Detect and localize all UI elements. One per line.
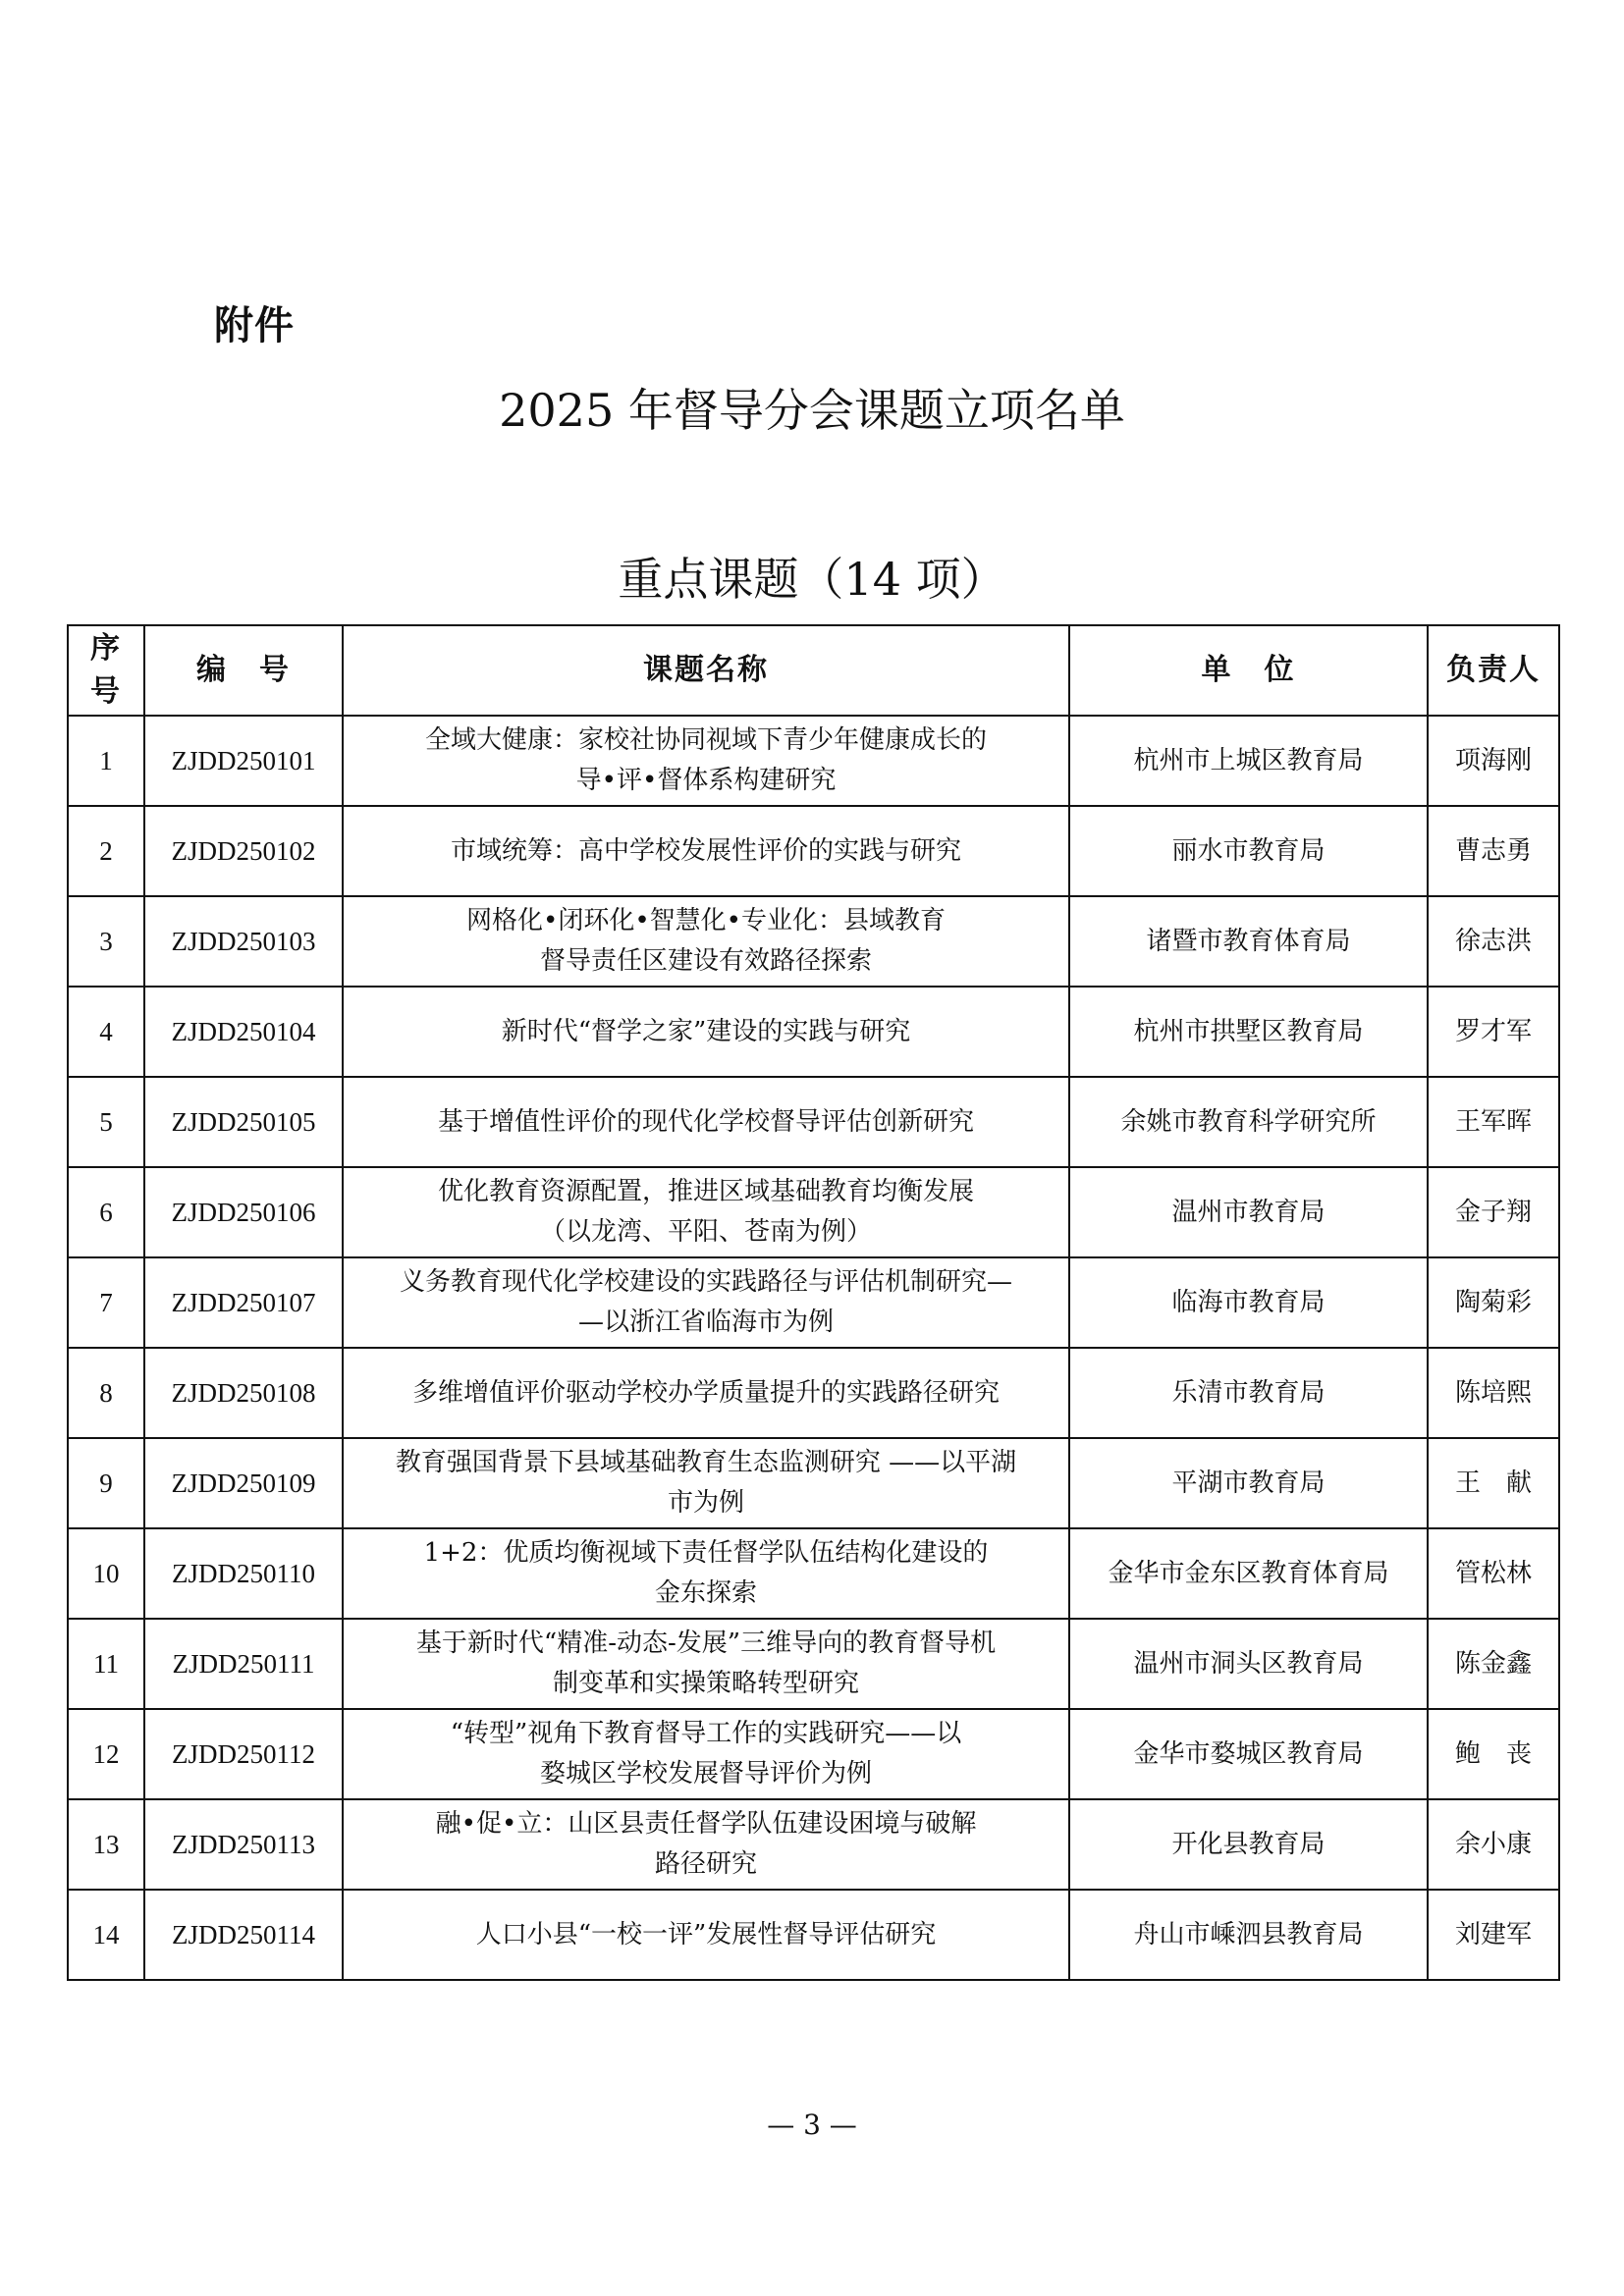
row-title <box>343 716 1069 806</box>
row-title-line: 导•评•督体系构建研究 <box>575 766 837 795</box>
row-title-line: 教育强国背景下县域基础教育生态监测研究 ——以平湖 <box>395 1448 1017 1477</box>
row-title-line: 人口小县“一校一评”发展性督导评估研究 <box>475 1919 937 1949</box>
row-title-line: 1+2：优质均衡视域下责任督学队伍结构化建设的 <box>423 1538 989 1568</box>
table-row <box>68 1438 1559 1528</box>
row-owner: 陈金鑫 <box>1428 1619 1559 1709</box>
row-owner: 曹志勇 <box>1428 806 1559 896</box>
row-unit: 开化县教育局 <box>1069 1799 1428 1890</box>
row-code: ZJDD250110 <box>144 1528 343 1619</box>
row-title <box>343 1438 1069 1528</box>
table-row <box>68 716 1559 806</box>
row-index: 6 <box>68 1167 144 1257</box>
row-title-line: 融•促•立：山区县责任督学队伍建设困境与破解 <box>435 1809 977 1839</box>
row-unit: 杭州市拱墅区教育局 <box>1069 987 1428 1077</box>
row-title <box>343 1709 1069 1799</box>
row-owner: 管松林 <box>1428 1528 1559 1619</box>
row-index: 8 <box>68 1348 144 1438</box>
row-code: ZJDD250103 <box>144 896 343 987</box>
table-row <box>68 1077 1559 1167</box>
row-owner: 项海刚 <box>1428 716 1559 806</box>
row-unit: 乐清市教育局 <box>1069 1348 1428 1438</box>
row-index: 9 <box>68 1438 144 1528</box>
row-index: 12 <box>68 1709 144 1799</box>
row-title <box>343 1890 1069 1980</box>
row-code: ZJDD250112 <box>144 1709 343 1799</box>
row-title-line: “转型”视角下教育督导工作的实践研究——以 <box>450 1719 962 1748</box>
row-title-line: 制变革和实操策略转型研究 <box>552 1669 859 1698</box>
row-index: 1 <box>68 716 144 806</box>
row-title-line: 路径研究 <box>654 1849 757 1879</box>
row-index: 13 <box>68 1799 144 1890</box>
table-row <box>68 1257 1559 1348</box>
row-title <box>343 1257 1069 1348</box>
row-unit: 杭州市上城区教育局 <box>1069 716 1428 806</box>
table-body <box>68 716 1559 1980</box>
row-code: ZJDD250102 <box>144 806 343 896</box>
row-title <box>343 1077 1069 1167</box>
table-row <box>68 1167 1559 1257</box>
row-code: ZJDD250113 <box>144 1799 343 1890</box>
row-code: ZJDD250111 <box>144 1619 343 1709</box>
row-code: ZJDD250104 <box>144 987 343 1077</box>
table-row <box>68 1619 1559 1709</box>
row-index: 5 <box>68 1077 144 1167</box>
row-title <box>343 1619 1069 1709</box>
row-index: 2 <box>68 806 144 896</box>
row-title <box>343 1167 1069 1257</box>
row-title-line: 全域大健康：家校社协同视域下青少年健康成长的 <box>424 725 987 755</box>
row-title-line: 督导责任区建设有效路径探索 <box>539 946 872 976</box>
row-index: 14 <box>68 1890 144 1980</box>
header-owner: 负责人 <box>1428 625 1559 716</box>
table-row <box>68 1709 1559 1799</box>
row-title-line: 婺城区学校发展督导评价为例 <box>539 1759 872 1789</box>
row-code: ZJDD250108 <box>144 1348 343 1438</box>
row-unit: 金华市婺城区教育局 <box>1069 1709 1428 1799</box>
row-index: 11 <box>68 1619 144 1709</box>
row-owner: 罗才军 <box>1428 987 1559 1077</box>
row-title-line: 市为例 <box>667 1488 744 1518</box>
header-title: 课题名称 <box>343 625 1069 716</box>
row-unit: 温州市洞头区教育局 <box>1069 1619 1428 1709</box>
row-owner: 刘建军 <box>1428 1890 1559 1980</box>
row-title-line: 基于新时代“精准-动态-发展”三维导向的教育督导机 <box>415 1629 997 1658</box>
header-code: 编 号 <box>144 625 343 716</box>
row-index: 4 <box>68 987 144 1077</box>
row-owner: 王 献 <box>1428 1438 1559 1528</box>
header-index: 序 号 <box>68 625 144 716</box>
table-header-row <box>68 625 1559 716</box>
row-title-line: 优化教育资源配置，推进区域基础教育均衡发展 <box>437 1177 974 1206</box>
row-index: 3 <box>68 896 144 987</box>
table-row <box>68 1528 1559 1619</box>
row-code: ZJDD250105 <box>144 1077 343 1167</box>
row-title-line: —以浙江省临海市为例 <box>577 1308 834 1337</box>
row-title-line: 新时代“督学之家”建设的实践与研究 <box>501 1016 911 1046</box>
row-title <box>343 896 1069 987</box>
row-title-line: 多维增值评价驱动学校办学质量提升的实践路径研究 <box>411 1377 1000 1408</box>
row-title-line: 金东探索 <box>654 1578 757 1608</box>
row-code: ZJDD250107 <box>144 1257 343 1348</box>
row-unit: 温州市教育局 <box>1069 1167 1428 1257</box>
row-title-line: 义务教育现代化学校建设的实践路径与评估机制研究— <box>399 1267 1012 1297</box>
project-table <box>67 624 1560 1981</box>
document-title: 2025 年督导分会课题立项名单 <box>499 384 1125 437</box>
row-unit: 临海市教育局 <box>1069 1257 1428 1348</box>
row-owner: 余小康 <box>1428 1799 1559 1890</box>
table-row <box>68 1799 1559 1890</box>
row-unit: 金华市金东区教育体育局 <box>1069 1528 1428 1619</box>
row-title <box>343 806 1069 896</box>
row-owner: 陈培熙 <box>1428 1348 1559 1438</box>
table-row <box>68 987 1559 1077</box>
row-owner: 鲍 丧 <box>1428 1709 1559 1799</box>
row-code: ZJDD250106 <box>144 1167 343 1257</box>
section-title: 重点课题（14 项） <box>618 553 1006 606</box>
row-code: ZJDD250114 <box>144 1890 343 1980</box>
row-title-line: （以龙湾、平阳、苍南为例） <box>539 1217 872 1247</box>
page-number: — 3 — <box>767 2109 857 2141</box>
row-title <box>343 987 1069 1077</box>
row-unit: 平湖市教育局 <box>1069 1438 1428 1528</box>
attachment-label: 附件 <box>214 303 295 348</box>
row-unit: 舟山市嵊泗县教育局 <box>1069 1890 1428 1980</box>
row-unit: 丽水市教育局 <box>1069 806 1428 896</box>
row-unit: 诸暨市教育体育局 <box>1069 896 1428 987</box>
row-owner: 金子翔 <box>1428 1167 1559 1257</box>
row-index: 7 <box>68 1257 144 1348</box>
table-row <box>68 806 1559 896</box>
table-row <box>68 1890 1559 1980</box>
row-title <box>343 1528 1069 1619</box>
row-title-line: 网格化•闭环化•智慧化•专业化：县域教育 <box>465 906 946 935</box>
table-row <box>68 896 1559 987</box>
row-title <box>343 1799 1069 1890</box>
row-owner: 徐志洪 <box>1428 896 1559 987</box>
row-title-line: 基于增值性评价的现代化学校督导评估创新研究 <box>437 1106 974 1137</box>
row-owner: 陶菊彩 <box>1428 1257 1559 1348</box>
table-row <box>68 1348 1559 1438</box>
header-unit: 单 位 <box>1069 625 1428 716</box>
row-index: 10 <box>68 1528 144 1619</box>
row-owner: 王军晖 <box>1428 1077 1559 1167</box>
row-title <box>343 1348 1069 1438</box>
row-code: ZJDD250109 <box>144 1438 343 1528</box>
row-title-line: 市域统筹：高中学校发展性评价的实践与研究 <box>450 835 961 866</box>
row-code: ZJDD250101 <box>144 716 343 806</box>
row-unit: 余姚市教育科学研究所 <box>1069 1077 1428 1167</box>
